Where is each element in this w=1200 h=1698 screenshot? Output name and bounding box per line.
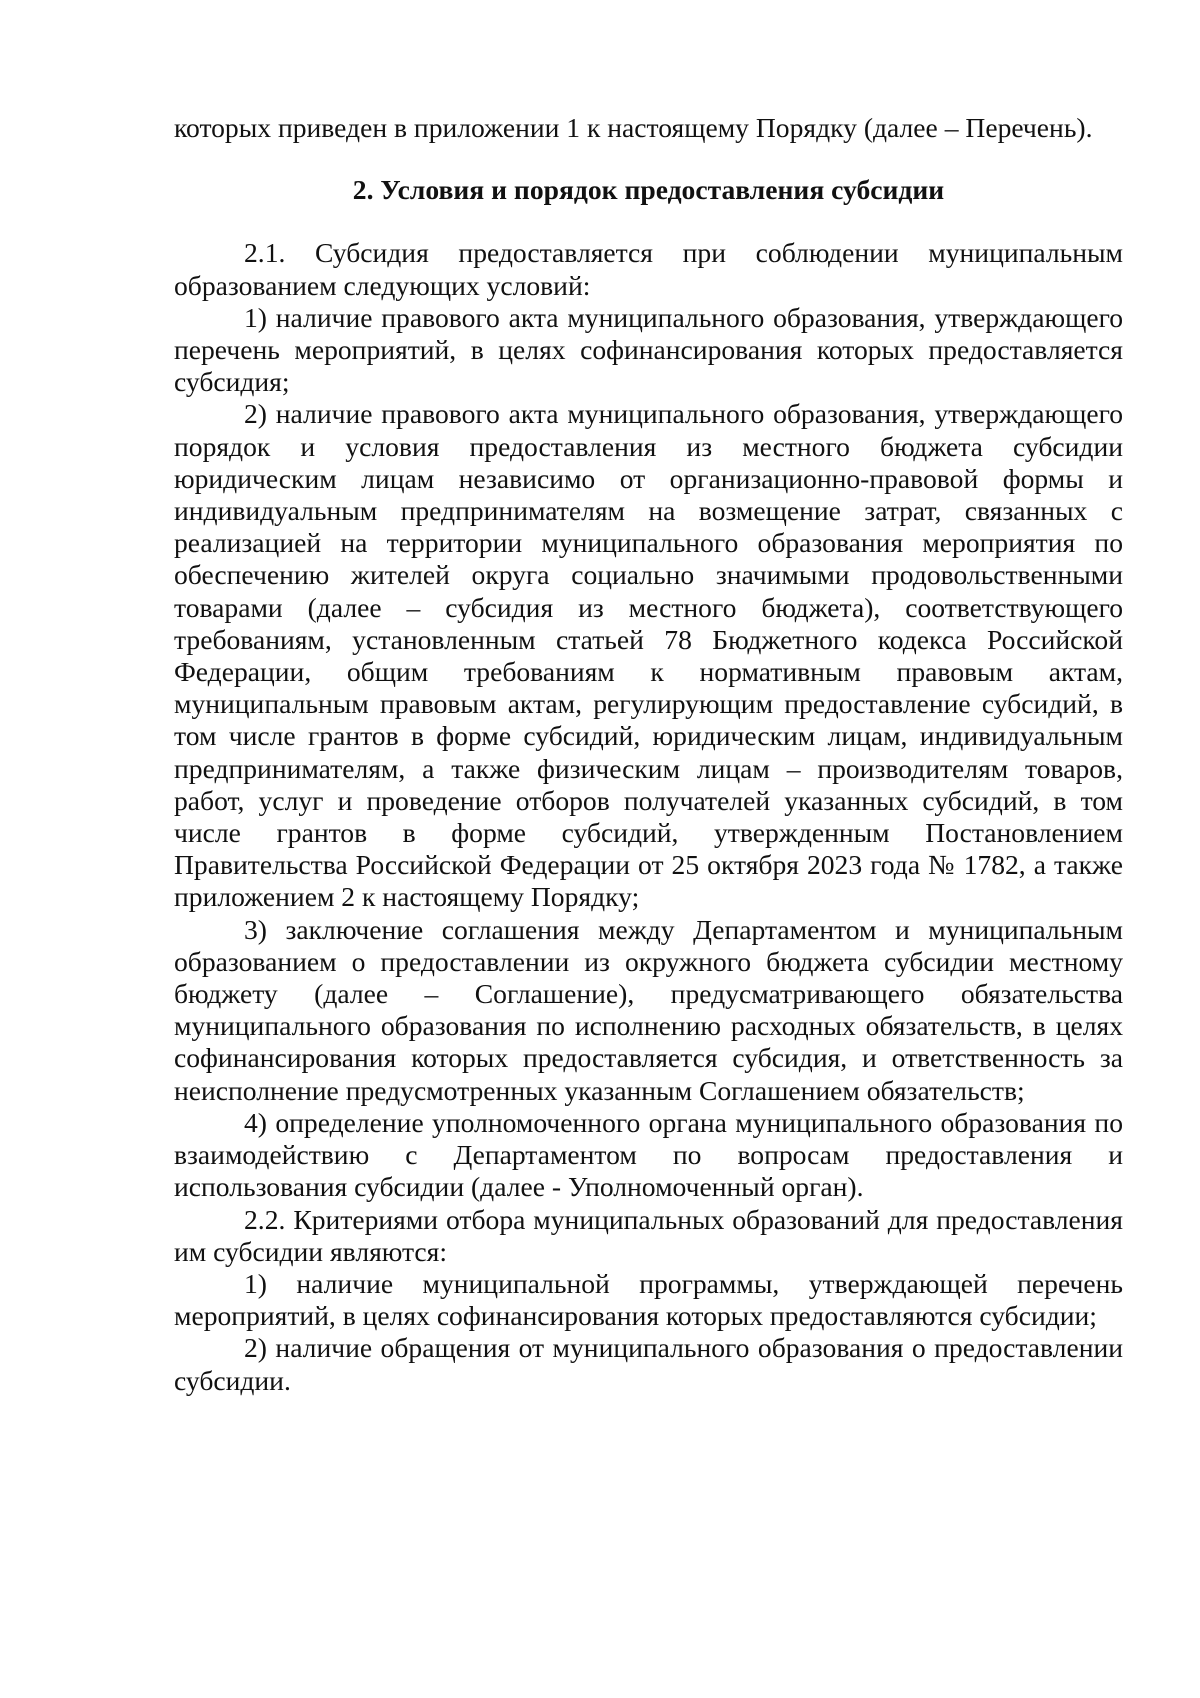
section-heading: 2. Условия и порядок предоставления субсидии: [352, 174, 945, 206]
document-page: [174, 112, 1123, 1397]
paragraph-2-1-item-1: 1) наличие правового акта муниципального образования, утверждающего перечень мероприятий, в целях софинансирования которых предоставляется субсидия;: [174, 301, 1123, 398]
intro-paragraph: которых приведен в приложении 1 к настоящему Порядку (далее – Перечень).: [174, 112, 1093, 143]
paragraph-2-2-item-2: 2) наличие обращения от муниципального образования о предоставлении субсидии.: [174, 1332, 1123, 1396]
paragraph-2-1: 2.1. Субсидия предоставляется при соблюдении муниципальным образованием следующих условий:: [174, 237, 1123, 301]
paragraph-2-1-item-4: 4) определение уполномоченного органа муниципального образования по взаимодействию с Департаментом по вопросам предоставления и использования субсидии (далее - Уполномоченный орган).: [174, 1106, 1123, 1203]
paragraph-2-2: 2.2. Критериями отбора муниципальных образований для предоставления им субсидии являются:: [174, 1203, 1123, 1267]
paragraph-2-2-item-1: 1) наличие муниципальной программы, утверждающей перечень мероприятий, в целях софинансирования которых предоставляются субсидии;: [174, 1267, 1123, 1332]
paragraph-2-1-item-2: 2) наличие правового акта муниципального образования, утверждающего порядок и условия предоставления из местного бюджета субсидии юридическим лицам независимо от организационно-правовой формы и индивидуальным предпринимателям на возмещение затрат, связанных с реализацией на территории муниципального образования мероприятия по обеспечению жителей округа социально значимыми продовольственными товарами (далее – субсидия из местного бюджета), соответствующего требованиям, установленным статьей 78 Бюджетного кодекса Российской Федерации, общим требованиям к нормативным правовым актам, муниципальным правовым актам, регулирующим предоставление субсидий, в том числе грантов в форме субсидий, юридическим лицам, индивидуальным предпринимателям, а также физическим лицам – производителям товаров, работ, услуг и проведение отборов получателей указанных субсидий, в том числе грантов в форме субсидий, утвержденным Постановлением Правительства Российской Федерации от 25 октября 2023 года № 1782, а также приложением 2 к настоящему Порядку;: [174, 398, 1123, 913]
paragraph-2-1-item-3: 3) заключение соглашения между Департаментом и муниципальным образованием о предоставлении из окружного бюджета субсидии местному бюджету (далее – Соглашение), предусматривающего обязательства муниципального образования по исполнению расходных обязательств, в целях софинансирования которых предоставляется субсидия, и ответственность за неисполнение предусмотренных указанным Соглашением обязательств;: [174, 913, 1123, 1106]
